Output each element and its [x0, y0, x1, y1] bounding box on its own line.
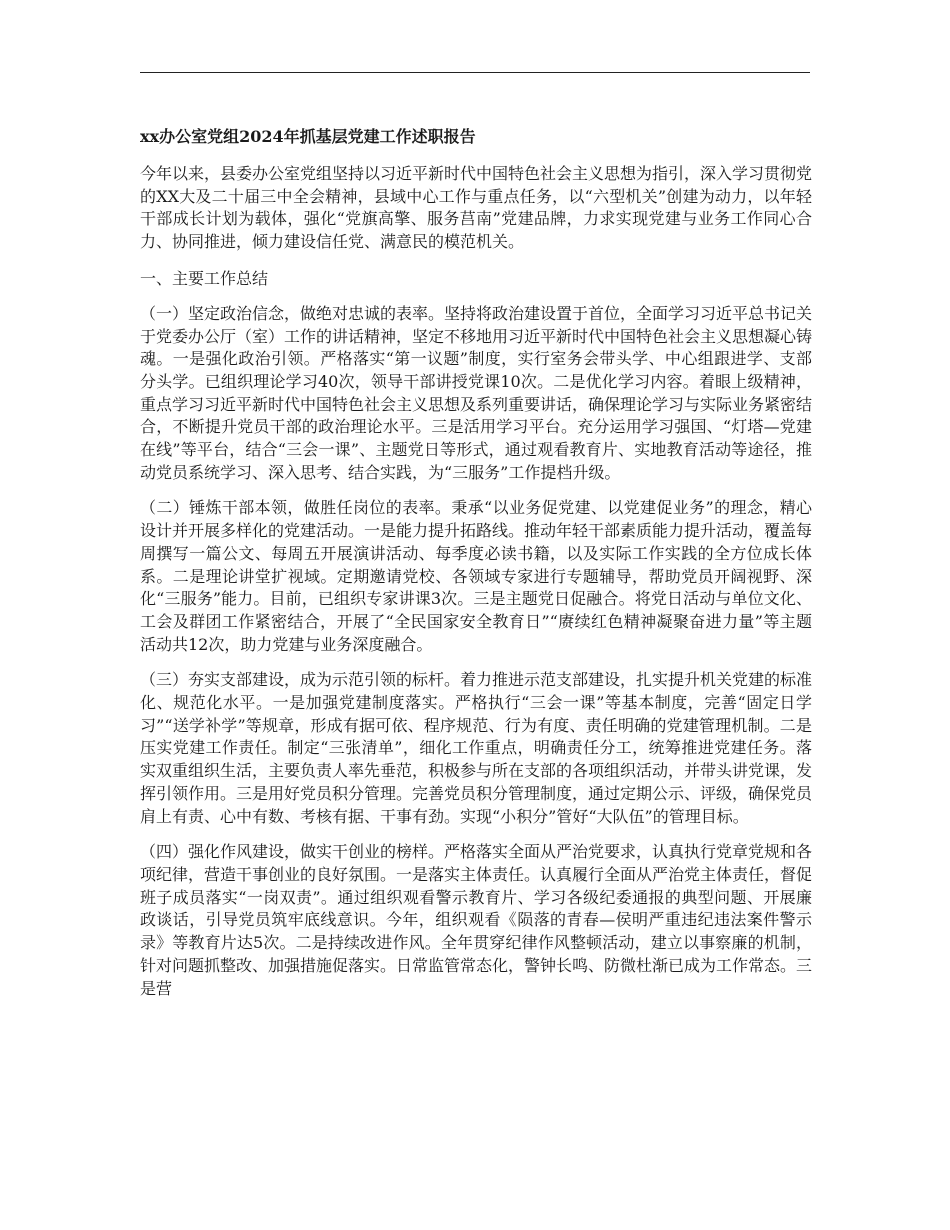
paragraph-1: （一）坚定政治信念，做绝对忠诚的表率。坚持将政治建设置于首位，全面学习习近平总书记关于党委办公厅（室）工作的讲话精神，坚定不移地用习近平新时代中国特色社会主义思想凝心铸魂。一是强化政治引领。严格落实“第一议题”制度，实行室务会带头学、中心组跟进学、支部分头学。已组织理论学习40次，领导干部讲授党课10次。二是优化学习内容。着眼上级精神，重点学习习近平新时代中国特色社会主义思想及系列重要讲话，确保理论学习与实际业务紧密结合，不断提升党员干部的政治理论水平。三是活用学习平台。充分运用学习强国、“灯塔—党建在线”等平台，结合“三会一课”、主题党日等形式，通过观看教育片、实地教育活动等途径，推动党员系统学习、深入思考、结合实践，为“三服务”工作提档升级。 — [140, 303, 813, 482]
intro-paragraph: 今年以来，县委办公室党组坚持以习近平新时代中国特色社会主义思想为指引，深入学习贯彻党的XX大及二十届三中全会精神，县域中心工作与重点任务，以“六型机关”创建为动力，以年轻干部成长计划为载体，强化“党旗高擎、服务莒南”党建品牌，力求实现党建与业务工作同心合力、协同推进，倾力建设信任党、满意民的模范机关。 — [140, 164, 813, 252]
header-rule — [140, 72, 810, 73]
paragraph-3: （三）夯实支部建设，成为示范引领的标杆。着力推进示范支部建设，扎实提升机关党建的标准化、规范化水平。一是加强党建制度落实。严格执行“三会一课”等基本制度，完善“固定日学习”“送学补学”等规章，形成有据可依、程序规范、行为有度、责任明确的党建管理机制。二是压实党建工作责任。制定“三张清单”，细化工作重点，明确责任分工，统筹推进党建任务。落实双重组织生活，主要负责人率先垂范，积极参与所在支部的各项组织活动，并带头讲党课，发挥引领作用。三是用好党员积分管理。完善党员积分管理制度，通过定期公示、评级，确保党员肩上有责、心中有数、考核有据、干事有劲。实现“小积分”管好“大队伍”的管理目标。 — [140, 670, 813, 826]
document-body — [140, 125, 812, 1013]
document-title: xx办公室党组2024年抓基层党建工作述职报告 — [140, 127, 476, 146]
paragraph-4: （四）强化作风建设，做实干创业的榜样。严格落实全面从严治党要求，认真执行党章党规和各项纪律，营造干事创业的良好氛围。一是落实主体责任。认真履行全面从严治党主体责任，督促班子成员落实“一岗双责”。通过组织观看警示教育片、学习各级纪委通报的典型问题、开展廉政谈话，引导党员筑牢底线意识。今年，组织观看《陨落的青春—侯明严重违纪违法案件警示录》等教育片达5次。二是持续改进作风。全年贯穿纪律作风整顿活动，建立以事察廉的机制，针对问题抓整改、加强措施促落实。日常监管常态化，警钟长鸣、防微杜渐已成为工作常态。三是营 — [140, 842, 813, 998]
paragraph-2: （二）锤炼干部本领，做胜任岗位的表率。秉承“以业务促党建、以党建促业务”的理念，精心设计并开展多样化的党建活动。一是能力提升拓路线。推动年轻干部素质能力提升活动，覆盖每周撰写一篇公文、每周五开展演讲活动、每季度必读书籍，以及实际工作实践的全方位成长体系。二是理论讲堂扩视域。定期邀请党校、各领域专家进行专题辅导，帮助党员开阔视野、深化“三服务”能力。目前，已组织专家讲课3次。三是主题党日促融合。将党日活动与单位文化、工会及群团工作紧密结合，开展了“全民国家安全教育日”“赓续红色精神凝聚奋进力量”等主题活动共12次，助力党建与业务深度融合。 — [140, 498, 813, 654]
section-heading: 一、主要工作总结 — [140, 268, 269, 288]
